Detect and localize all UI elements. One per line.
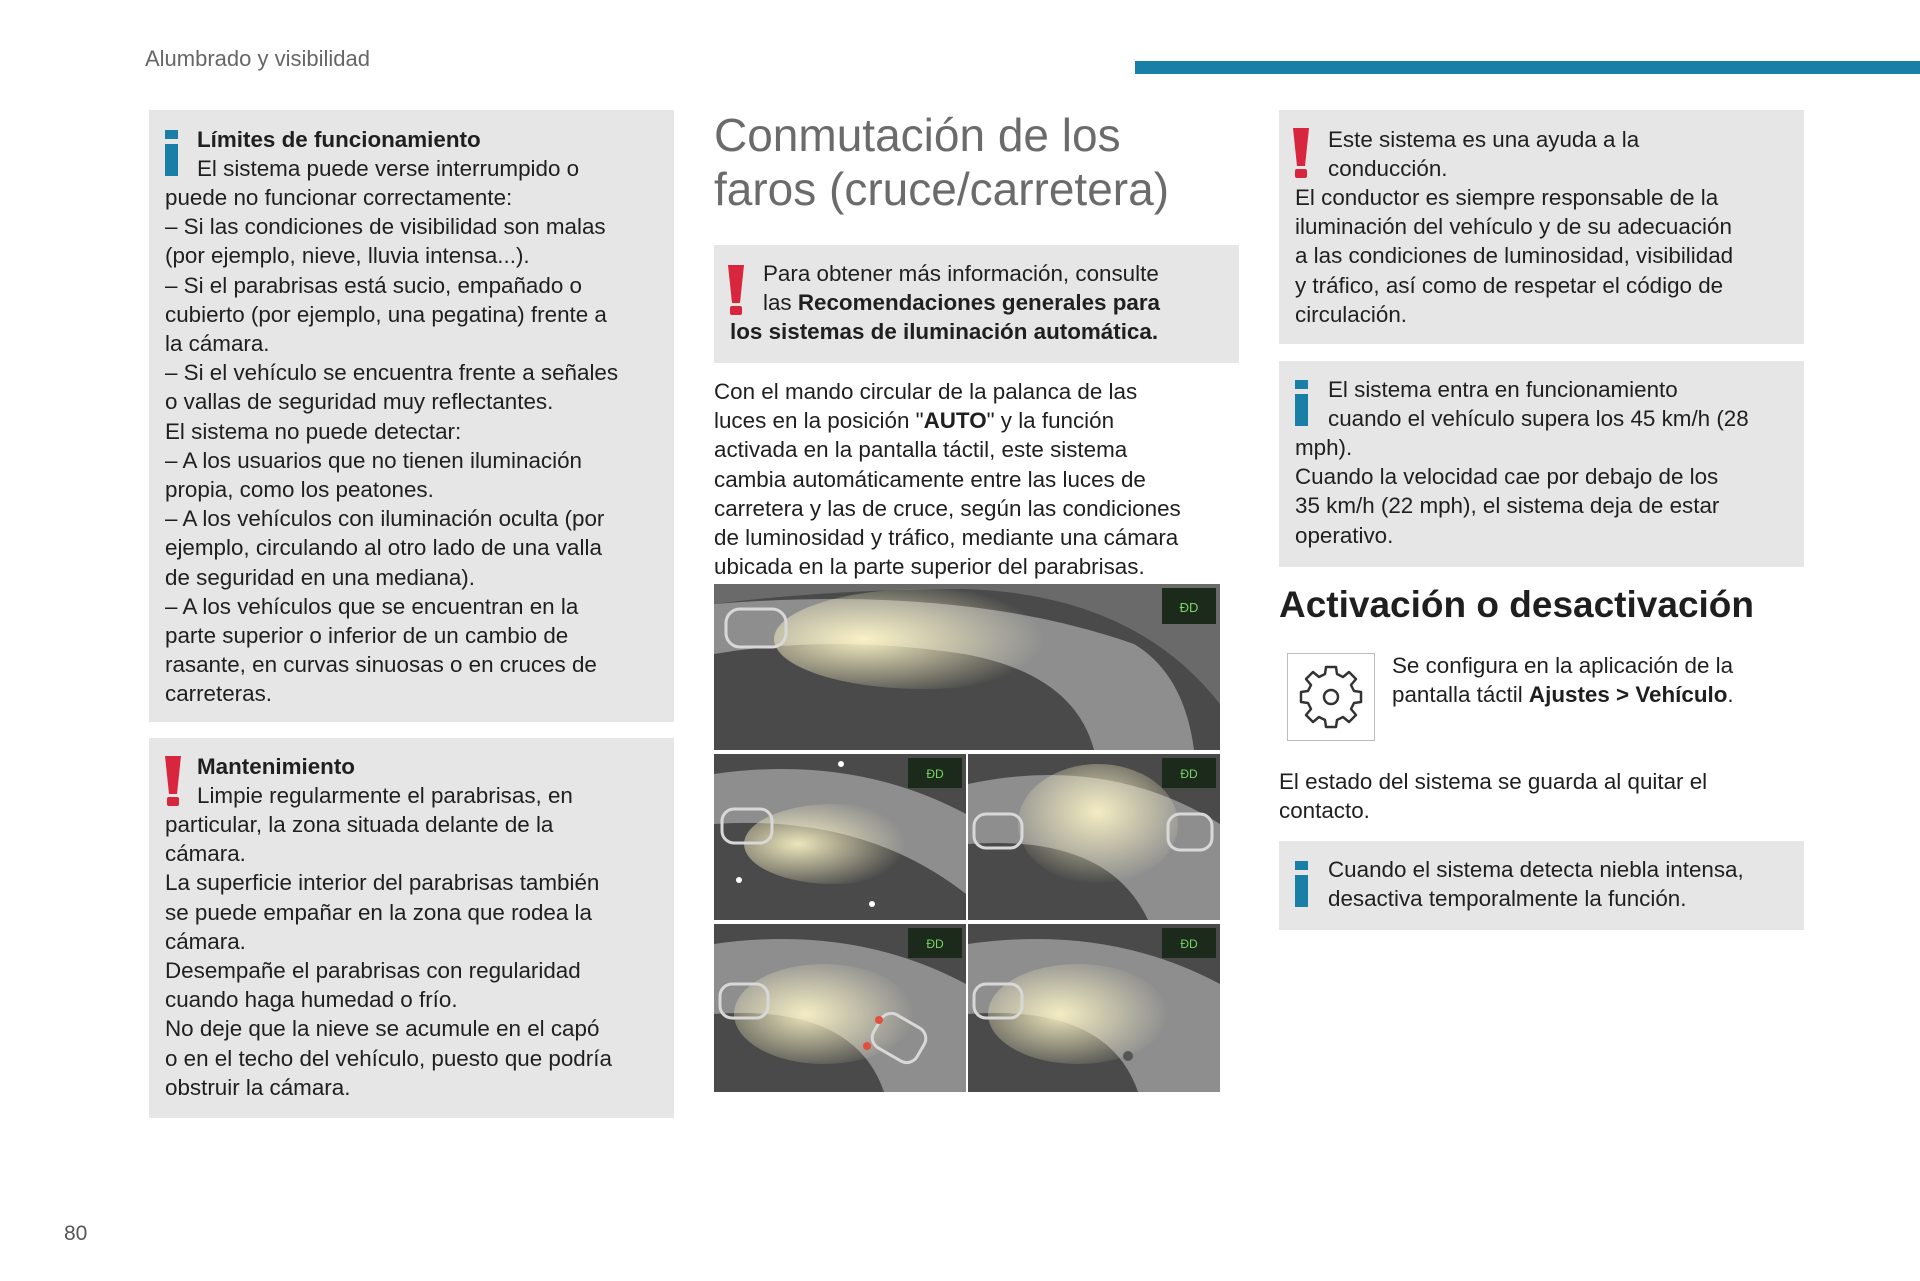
svg-text:ÐD: ÐD [926,767,944,781]
illustration-panel-bottom-right [968,924,1220,1092]
note-line-1: Para obtener más información, consulte [763,261,1159,286]
svg-text:ÐD: ÐD [1180,937,1198,951]
responsibility-first-lines: Este sistema es una ayuda a la conducción. [1328,127,1640,182]
info-icon [1295,861,1308,907]
activation-heading: Activación o desactivación [1279,584,1755,625]
warning-icon [165,756,181,806]
maintenance-warning-box [149,738,674,1118]
road-scene-top [714,584,1220,750]
page-number: 80 [64,1222,88,1245]
speed-info-box [1279,361,1804,567]
limits-body: puede no funcionar correctamente: – Si las condiciones de visibilidad son malas (por ejemplo, nieve, lluvia intensa...). – Si el parabrisas está sucio, empañado o cubierto (por ejemplo, una pegatina) frente a la cámara. – Si el vehículo se encuentra frente a señales o vallas de seguridad muy reflectantes. El sistema no puede detectar: – A los usuarios que no tienen iluminación propia, como los peatones. – A los vehículos con iluminación oculta (por ejemplo, circulando al otro lado de una valla de seguridad en una mediana). – A los vehículos que se encuentran en la parte superior o inferior de un cambio de rasante, en curvas sinuosas o en cruces de carreteras. [165,185,619,707]
road-scene-cyclist [968,924,1220,1092]
note-line-2-bold: Recomendaciones generales para [797,290,1160,315]
responsibility-body: El conductor es siempre responsable de la iluminación del vehículo y de su adecuación a las condiciones de luminosidad, visibilidad y tráfico, así como de respetar el código de circulación. [1295,185,1734,327]
speed-body: mph). Cuando la velocidad cae por debajo de los 35 km/h (22 mph), el sistema deja de estar operativo. [1295,435,1720,548]
note-line-2 [763,288,1160,317]
intro-paragraph [714,377,1224,581]
activation-settings-path: Ajustes > Vehículo [1528,682,1728,708]
limits-info-box [149,110,674,722]
headlight-illustration [714,584,1220,1092]
state-saved-text: El estado del sistema se guarda al quitar el contacto. [1279,769,1708,824]
settings-icon-box [1287,653,1375,741]
illustration-panel-bottom-left [714,924,966,1092]
illustration-panel-mid-left [714,754,966,920]
limits-title: Límites de funcionamiento [197,127,481,152]
responsibility-warning-box [1279,110,1804,344]
road-scene-pedestrian [714,754,966,920]
road-scene-following [714,924,966,1092]
intro-part-1: Con el mando circular de la palanca de las luces en la posición " [714,379,1138,434]
svg-text:ÐD: ÐD [1180,767,1198,781]
section-title: Alumbrado y visibilidad [145,46,370,71]
activation-text-suffix: . [1727,682,1734,708]
maintenance-first-line: Limpie regularmente el parabrisas, en [197,783,573,808]
activation-text [1392,651,1812,709]
road-scene-oncoming [968,754,1220,920]
gear-icon [1288,654,1374,740]
fog-info-text: Cuando el sistema detecta niebla intensa, desactiva temporalmente la función. [1328,857,1744,912]
maintenance-title: Mantenimiento [197,754,355,779]
page-title: Conmutación de los faros (cruce/carretera) [714,109,1170,215]
limits-first-line: El sistema puede verse interrumpido o [197,156,580,181]
intro-auto-bold: AUTO [923,408,987,434]
illustration-panel-mid-right [968,754,1220,920]
speed-first-lines: El sistema entra en funcionamiento cuando el vehículo supera los 45 km/h (28 [1328,377,1749,432]
maintenance-body: particular, la zona situada delante de la cámara. La superficie interior del parabrisas también se puede empañar en la zona que rodea la cámara. Desempañe el parabrisas con regularidad cuando haga humedad o frío. No deje que la nieve se acumule en el capó o en el techo del vehículo, puesto que podría obstruir la cámara. [165,812,612,1100]
activation-text-prefix: Se configura en la aplicación de la pantalla táctil [1392,653,1734,708]
info-icon [1295,380,1308,426]
warning-icon [1293,128,1309,178]
svg-text:ÐD: ÐD [926,937,944,951]
svg-text:ÐD: ÐD [1179,600,1199,615]
header-accent-bar [1135,61,1920,74]
recommendations-warning-box [714,245,1239,363]
warning-icon [728,265,744,315]
note-line-3: los sistemas de iluminación automática. [730,319,1159,344]
illustration-panel-top [714,584,1220,750]
intro-part-2: " y la función activada en la pantalla táctil, este sistema cambia automáticamente entre las luces de carretera y las de cruce, según las condiciones de luminosidad y tráfico, mediante una cámara ubicada en la parte superior del parabrisas. [714,408,1181,580]
fog-info-box [1279,841,1804,930]
note-line-2-prefix: las [763,290,798,315]
info-icon [165,130,178,176]
